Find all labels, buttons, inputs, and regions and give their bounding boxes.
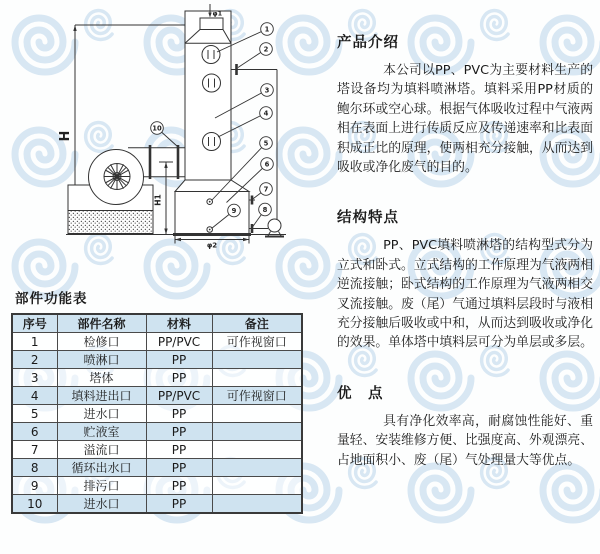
section-heading: 产品介绍 <box>337 35 399 51</box>
table-row: 7 溢流口 PP <box>12 441 302 459</box>
col-header-material: 材料 <box>146 314 212 333</box>
section-body: PP、PVC填料喷淋塔的结构型式分为立式和卧式。立式结构的工作原理为气液两相逆流接触；卧式结构的工作原理为气液两相交叉流接触。废（尾）气通过填料层段时与液相充分接触后吸收或中和，从而达到吸收或净化的效果。单体塔中填料层可分为单层或多层。 <box>337 238 593 351</box>
section-heading: 结构特点 <box>337 210 399 227</box>
callout-3 <box>261 84 274 97</box>
spray-tower-diagram <box>0 0 330 260</box>
overflow-port <box>249 196 255 205</box>
packing-access-port-icon <box>203 133 221 151</box>
svg-text:8: 8 <box>262 205 268 214</box>
callout-4 <box>260 107 273 120</box>
dim-label-h1: H1 <box>153 194 163 206</box>
parts-table <box>11 313 303 514</box>
table-row: 1 检修口 PP/PVC 可作视窗口 <box>12 333 302 351</box>
circulation-pump-icon <box>265 219 284 237</box>
svg-text:7: 7 <box>263 185 269 194</box>
table-row: 3 塔体 PP <box>12 369 302 387</box>
section-structure-features <box>337 206 593 352</box>
circulation-outlet <box>249 224 268 233</box>
col-header-index: 序号 <box>12 314 57 333</box>
svg-text:9: 9 <box>231 206 237 215</box>
section-advantages <box>337 382 593 470</box>
col-header-part: 部件名称 <box>57 314 146 333</box>
callout-5 <box>260 137 273 150</box>
parts-table-title: 部件功能表 <box>15 291 88 307</box>
dim-label-phi1: φ1 <box>212 9 223 18</box>
info-column <box>337 31 593 499</box>
table-row: 8 循环出水口 PP <box>12 459 302 477</box>
table-row: 2 喷淋口 PP <box>12 351 302 369</box>
foundation-block <box>68 211 153 234</box>
table-row: 10 进水口 PP <box>12 495 302 514</box>
callout-6 <box>261 158 274 171</box>
table-row: 6 贮液室 PP <box>12 423 302 441</box>
parts-table-block <box>11 287 311 514</box>
table-row: 9 排污口 PP <box>12 477 302 495</box>
callout-2 <box>260 43 273 56</box>
svg-text:4: 4 <box>263 109 269 118</box>
dim-label-h: H <box>58 130 73 142</box>
table-header-row <box>12 314 302 333</box>
section-product-intro <box>337 31 593 177</box>
table-row: 4 填料进出口 PP/PVC 可作视窗口 <box>12 387 302 405</box>
dim-label-phi2: φ2 <box>206 241 218 250</box>
manhole-icon <box>203 74 221 92</box>
col-header-remark: 备注 <box>212 314 302 333</box>
section-heading: 优 点 <box>337 385 384 402</box>
fan-spokes <box>104 164 130 190</box>
section-body: 具有净化效率高，耐腐蚀性能好、重量轻、安装维修方便、比强度高、外观漂亮、占地面积小、废（尾）气处理量大等优点。 <box>337 413 593 468</box>
svg-text:3: 3 <box>264 86 270 95</box>
callout-9 <box>228 204 241 217</box>
section-body: 本公司以PP、PVC为主要材料生产的塔设备均为填料喷淋塔。填料采用PP材质的鲍尔环或空心球。根据气体吸收过程中气液两相在表面上进行传质反应及传递速率和比表面积成正比的原理，使两相充分接触，从而达到吸收或净化废气的目的。 <box>337 63 593 176</box>
callout-7 <box>260 183 273 196</box>
svg-text:10: 10 <box>152 124 162 133</box>
table-row: 5 进水口 PP <box>12 405 302 423</box>
fan-blower-icon <box>89 150 144 205</box>
callout-1 <box>261 23 274 36</box>
svg-text:5: 5 <box>263 139 269 148</box>
callout-8 <box>259 203 272 216</box>
callout-10 <box>151 122 164 135</box>
svg-text:1: 1 <box>264 25 270 34</box>
svg-text:2: 2 <box>263 45 269 54</box>
svg-text:6: 6 <box>264 160 270 169</box>
manhole-icon <box>202 46 220 64</box>
